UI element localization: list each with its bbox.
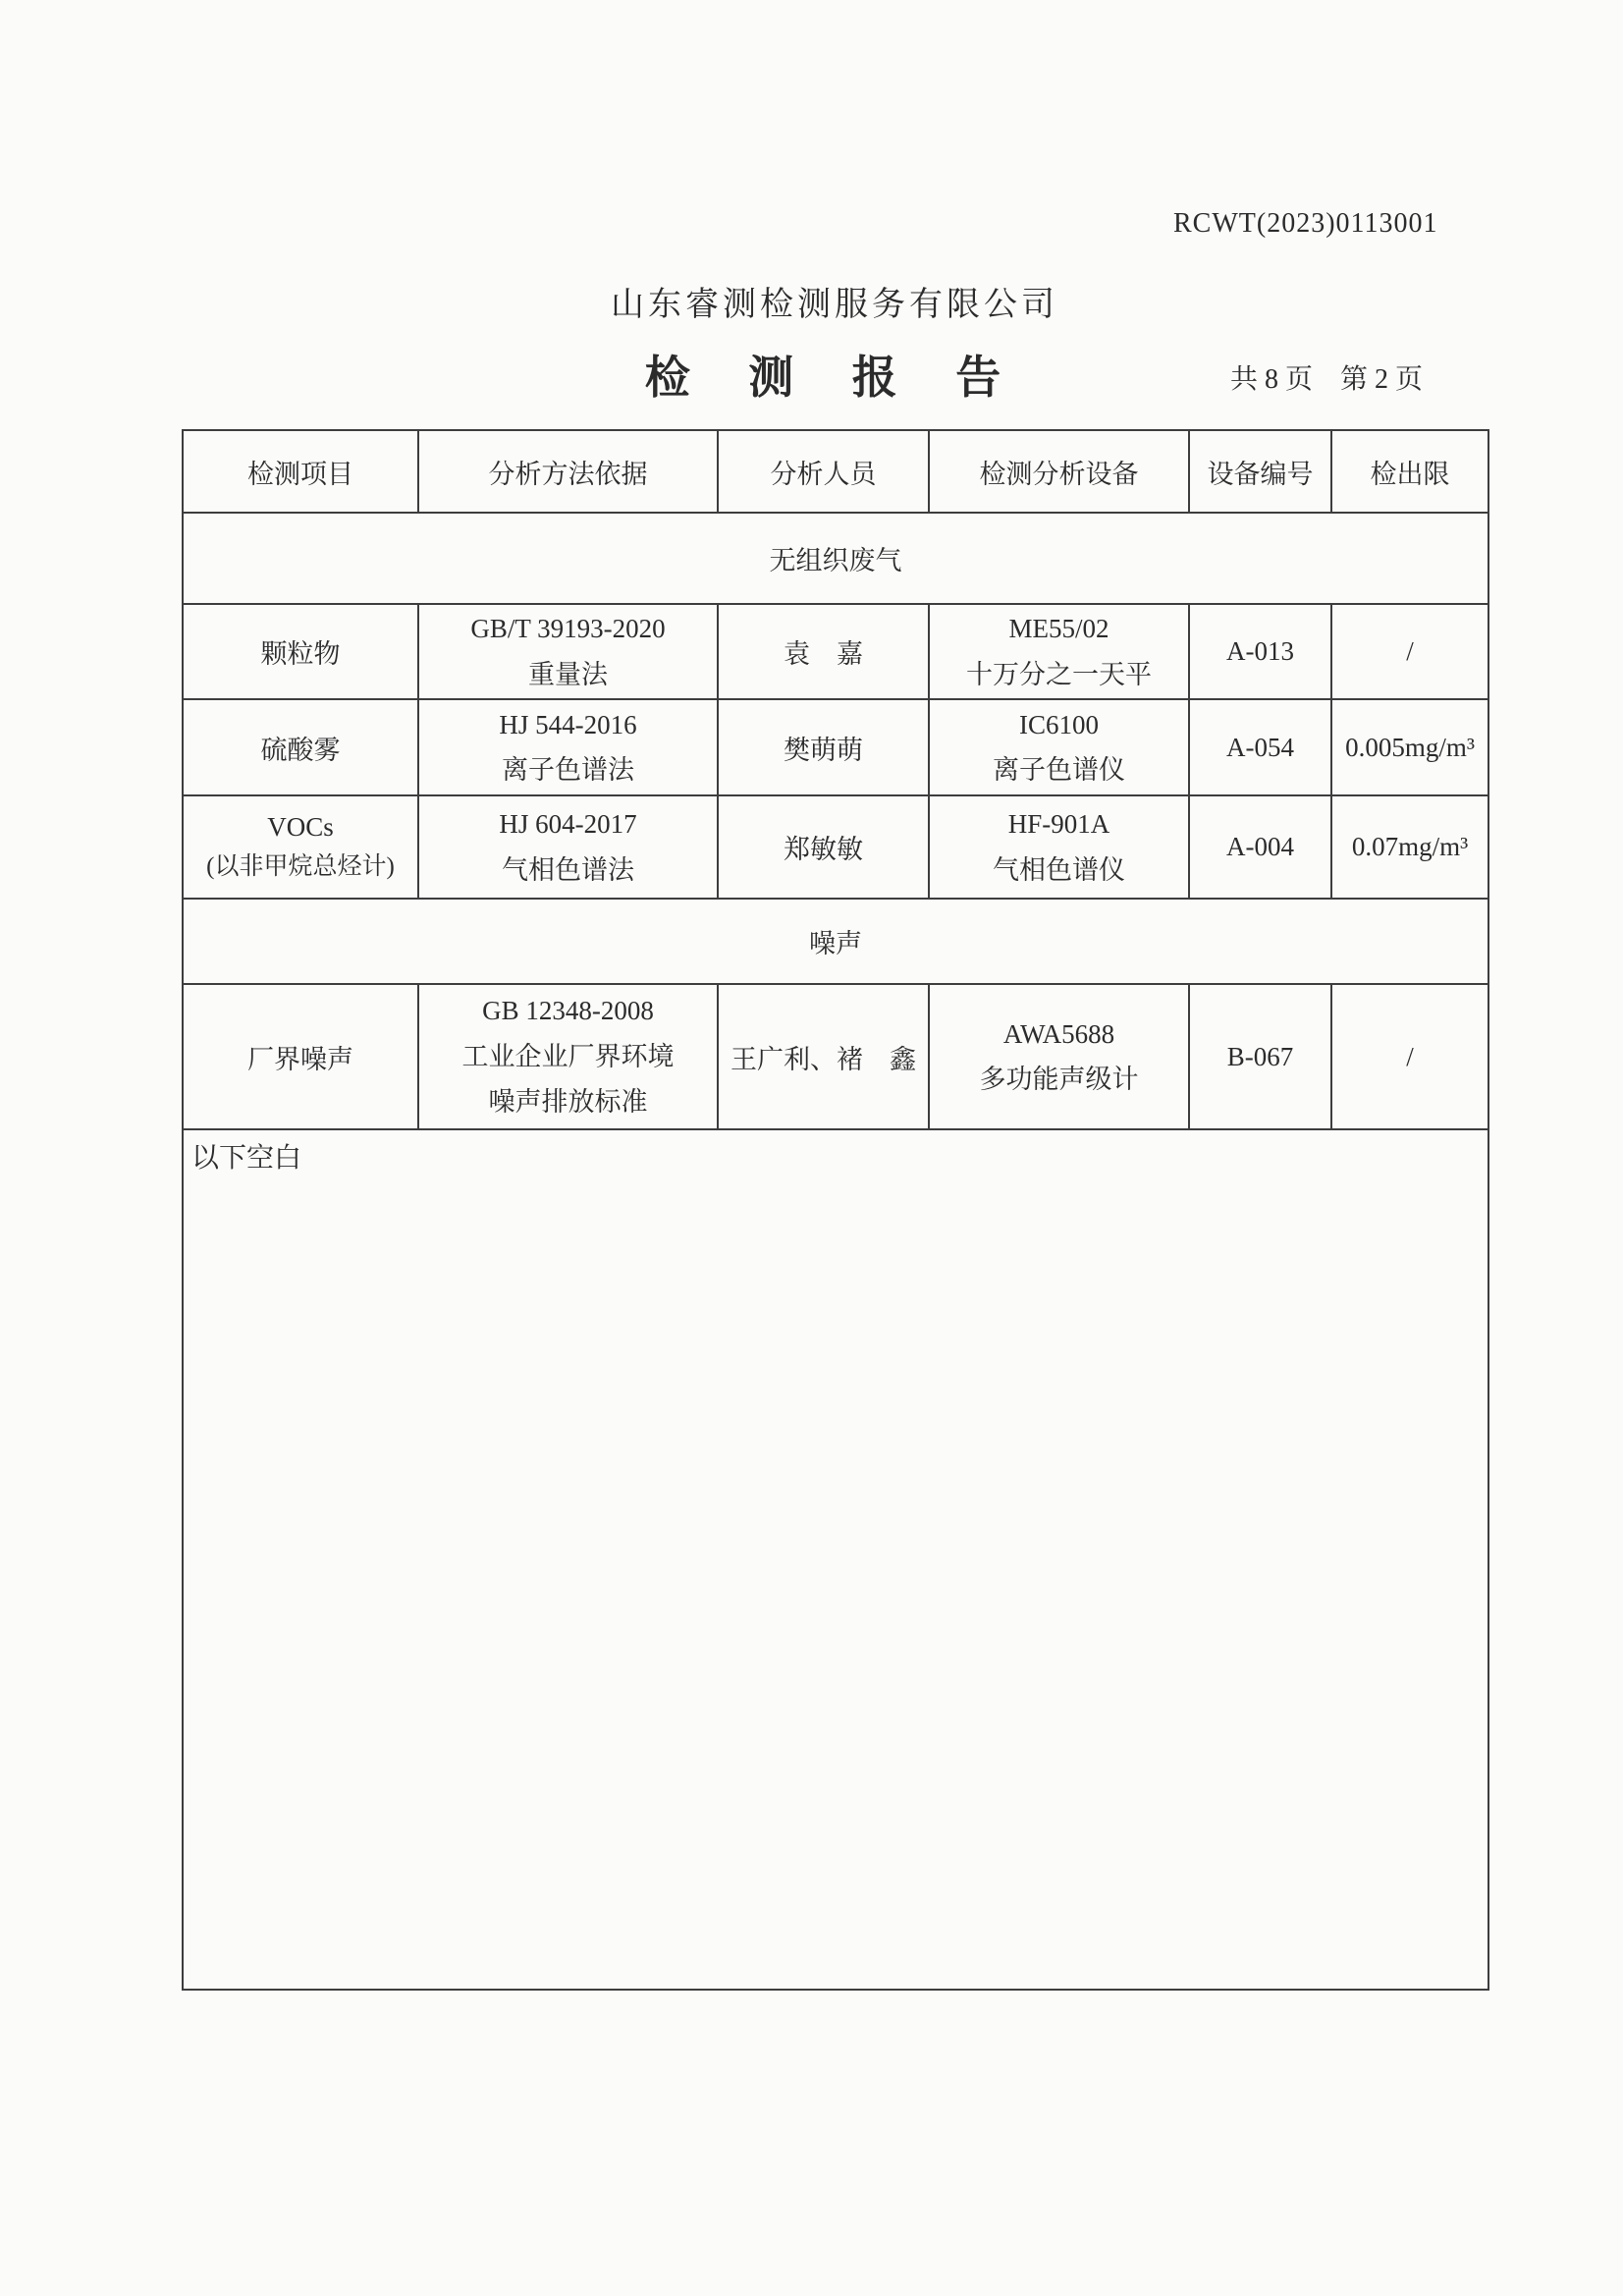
cell-device (929, 984, 1189, 1129)
cell-device (929, 795, 1189, 899)
cell-device (929, 699, 1189, 795)
header-detection-limit: 检出限 (1331, 430, 1488, 513)
title-row (182, 342, 1488, 420)
page-info (1230, 357, 1423, 397)
method-standard: GB/T 39193-2020 (470, 614, 666, 644)
test-report-table (182, 429, 1489, 1991)
method-name: 气相色谱法 (502, 854, 634, 885)
cell-test-item (183, 795, 418, 899)
section-label-fugitive-gas: 无组织废气 (183, 513, 1488, 604)
cell-detection-limit: / (1331, 984, 1488, 1129)
cell-detection-limit: 0.005mg/m³ (1331, 699, 1488, 795)
table-row (183, 795, 1488, 899)
header-device-number: 设备编号 (1189, 430, 1331, 513)
device-name: 十万分之一天平 (966, 659, 1152, 689)
section-label-noise: 噪声 (183, 899, 1488, 984)
device-name: 多功能声级计 (979, 1065, 1139, 1094)
table-header-row (183, 430, 1488, 513)
blank-below-note: 以下空白 (183, 1129, 1488, 1990)
method-name: 重量法 (528, 659, 608, 689)
cell-test-item: 厂界噪声 (183, 984, 418, 1129)
cell-method (418, 984, 718, 1129)
cell-method (418, 795, 718, 899)
cell-test-item: 硫酸雾 (183, 699, 418, 795)
pages-total: 共 8 页 (1229, 364, 1313, 395)
cell-test-item: 颗粒物 (183, 604, 418, 699)
method-standard: HJ 544-2016 (499, 709, 637, 739)
method-standard: GB 12348-2008 (482, 996, 654, 1026)
blank-area-row (183, 1129, 1488, 1990)
cell-device-number: B-067 (1189, 984, 1331, 1129)
cell-detection-limit: / (1331, 604, 1488, 699)
item-qualifier: (以非甲烷总烃计) (206, 853, 395, 881)
device-name: 气相色谱仪 (993, 854, 1125, 885)
cell-method (418, 604, 718, 699)
table-row (183, 604, 1488, 699)
cell-device-number: A-013 (1189, 604, 1331, 699)
table-row (183, 984, 1488, 1129)
cell-device (929, 604, 1189, 699)
table-row (183, 699, 1488, 795)
header-analyst: 分析人员 (718, 430, 929, 513)
item-name: VOCs (267, 812, 334, 843)
device-model: AWA5688 (1002, 1018, 1115, 1049)
cell-method (418, 699, 718, 795)
cell-device-number: A-054 (1189, 699, 1331, 795)
cell-device-number: A-004 (1189, 795, 1331, 899)
method-name-line1: 工业企业厂界环境 (461, 1041, 675, 1071)
method-name-line2: 噪声排放标准 (488, 1087, 648, 1118)
device-model: HF-901A (1007, 809, 1110, 840)
cell-analyst: 郑敏敏 (718, 795, 929, 899)
header-test-item: 检测项目 (183, 430, 418, 513)
report-title: 检 测 报 告 (644, 353, 1025, 403)
cell-detection-limit: 0.07mg/m³ (1331, 795, 1488, 899)
header-analysis-device: 检测分析设备 (929, 430, 1189, 513)
device-model: IC6100 (1019, 709, 1099, 739)
cell-analyst: 樊萌萌 (718, 699, 929, 795)
cell-analyst: 王广利、褚 鑫 (718, 984, 929, 1129)
cell-analyst: 袁 嘉 (718, 604, 929, 699)
header-method-basis: 分析方法依据 (418, 430, 718, 513)
method-standard: HJ 604-2017 (499, 809, 637, 840)
method-name: 离子色谱法 (502, 755, 634, 785)
device-model: ME55/02 (1008, 614, 1109, 644)
report-number: RCWT(2023)0113001 (1173, 208, 1438, 239)
device-name: 离子色谱仪 (993, 755, 1125, 785)
section-row-fugitive-gas (183, 513, 1488, 604)
company-name: 山东睿测检测服务有限公司 (611, 287, 1058, 323)
section-row-noise (183, 899, 1488, 984)
page-current: 第 2 页 (1339, 364, 1423, 395)
